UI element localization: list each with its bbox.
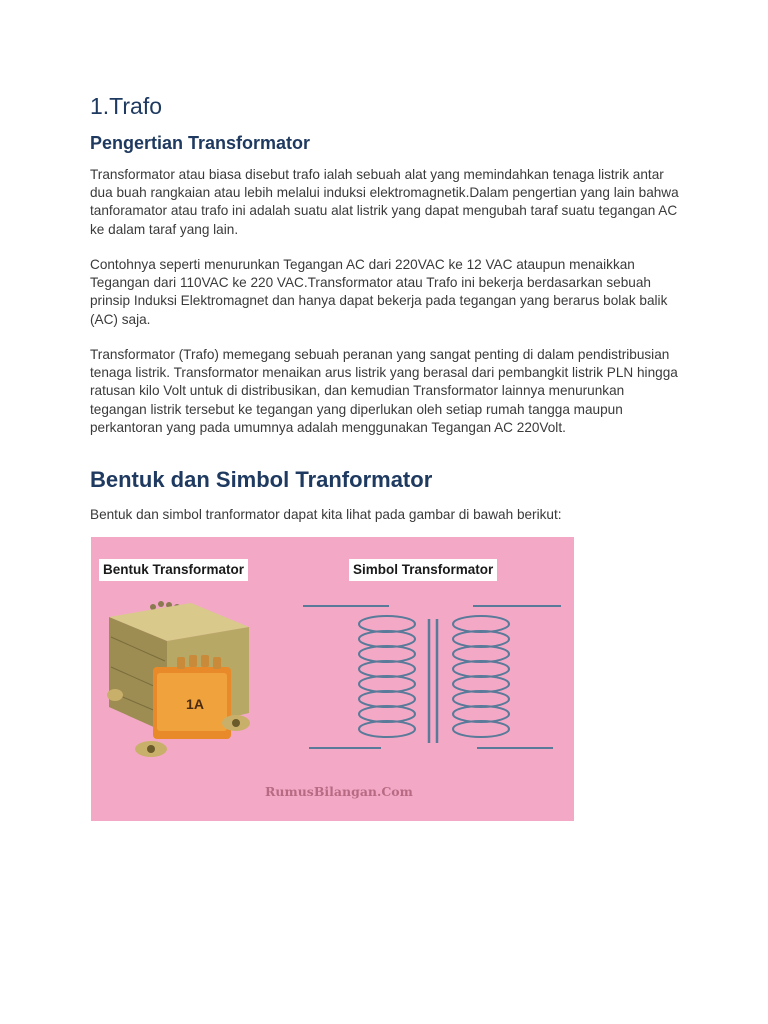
secondary-coil (453, 616, 509, 737)
section-heading-pengertian: Pengertian Transformator (90, 133, 311, 153)
transformer-illustration (107, 601, 250, 757)
paragraph-1: Transformator atau biasa disebut trafo ialah sebuah alat yang memindahkan tenaga listrik antar dua buah rangkaian atau lebih melalui induksi elektromagnetik.Dalam pengertian yang lain bahwa tanforamator atau trafo ini adalah suatu alat listrik yang dapat mengubah taraf suatu tegangan AC ke dalam taraf yang lain. (90, 167, 679, 237)
transformer-marking: 1A (186, 696, 204, 712)
figure-label-symbol: Simbol Transformator (349, 559, 497, 581)
transformer-symbol (303, 606, 561, 748)
paragraph-2: Contohnya seperti menurunkan Tegangan AC dari 220VAC ke 12 VAC ataupun menaikkan Tegangan dari 110VAC ke 220 VAC.Transformator atau Trafo ini bekerja berdasarkan sebuah prinsip Induksi Elektromagnet dan hanya dapat bekerja pada tegangan yang berarus bolak balik (AC) saja. (90, 257, 668, 327)
figure-label-shape: Bentuk Transformator (99, 559, 248, 581)
section-heading-bentuk-simbol: Bentuk dan Simbol Tranformator (90, 467, 433, 492)
figure-watermark: RumusBilangan.Com (265, 784, 413, 799)
primary-coil (359, 616, 415, 737)
paragraph-3: Transformator (Trafo) memegang sebuah peranan yang sangat penting di dalam pendistribusian tenaga listrik. Transformator menaikan arus listrik yang berasal dari pembangkit listrik PLN hingga ratusan kilo Volt untuk di distribusikan, dan kemudian Transformator lainnya menurunkan tegangan listrik tersebut ke tegangan yang diperlukan oleh setiap rumah tangga maupun perkantoran yang pada umumnya adalah menggunakan Tegangan AC 220Volt. (90, 347, 678, 435)
section-intro: Bentuk dan simbol tranformator dapat kita lihat pada gambar di bawah berikut: (90, 507, 562, 522)
page-title: 1.Trafo (90, 93, 163, 119)
transformer-figure (91, 537, 574, 821)
